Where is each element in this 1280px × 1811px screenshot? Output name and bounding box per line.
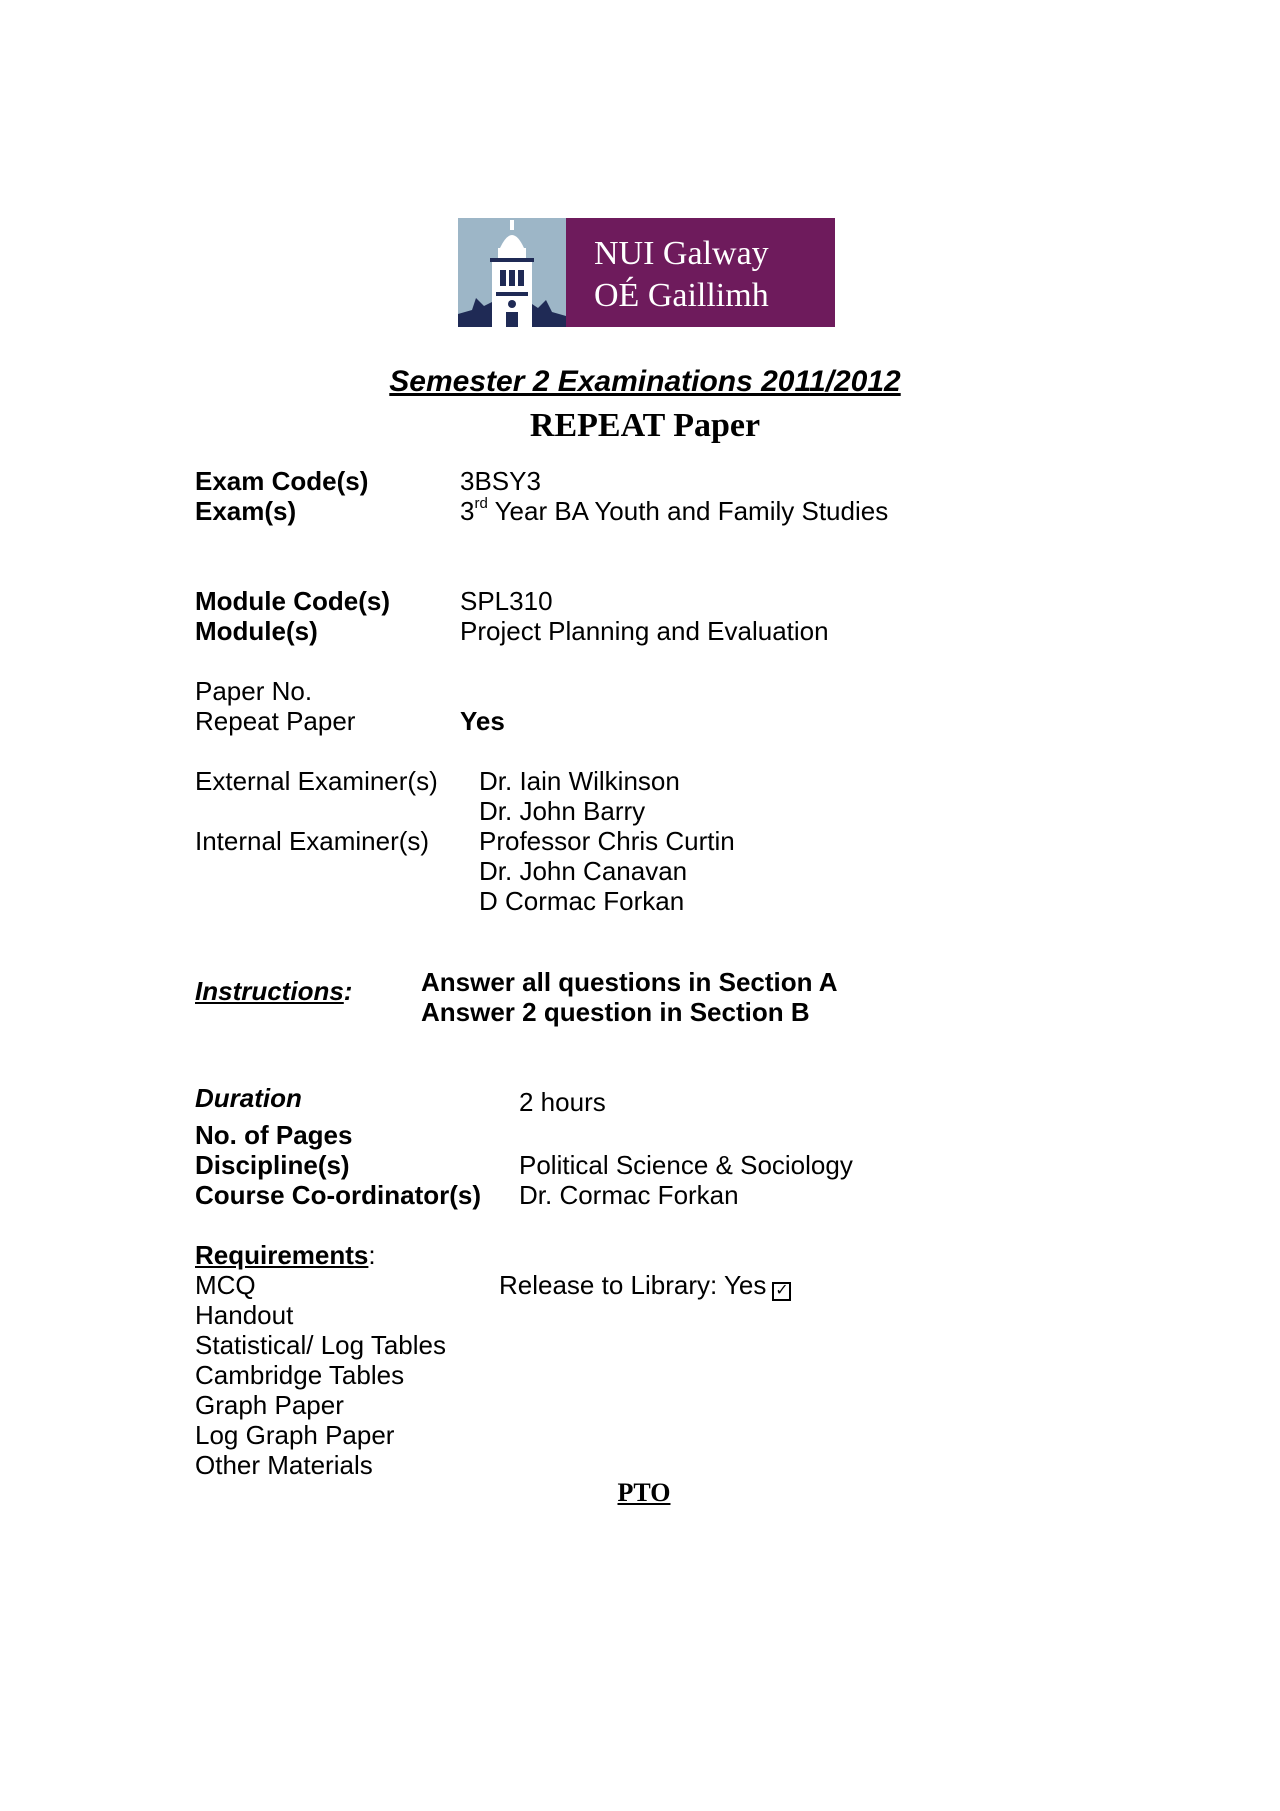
requirement-item: Cambridge Tables: [195, 1360, 405, 1390]
paper-type-title: REPEAT Paper: [529, 407, 761, 444]
coordinator-value: Dr. Cormac Forkan: [519, 1180, 739, 1210]
module-code-label: Module Code(s): [195, 586, 390, 616]
logo-name-irish: OÉ Gaillimh: [594, 277, 769, 314]
pages-label: No. of Pages: [195, 1120, 353, 1150]
examiner-name: Dr. John Barry: [479, 796, 646, 826]
checked-box-icon: ✓: [772, 1282, 791, 1301]
release-to-library: [499, 1270, 791, 1301]
requirement-item: Graph Paper: [195, 1390, 344, 1420]
requirement-item: Statistical/ Log Tables: [195, 1330, 446, 1360]
internal-examiner-label: Internal Examiner(s): [195, 826, 430, 856]
repeat-paper-label: Repeat Paper: [195, 706, 356, 736]
exam-year-number: 3: [460, 496, 475, 526]
release-to-library-text: Release to Library: Yes: [499, 1270, 767, 1300]
coordinator-label: Course Co-ordinator(s): [195, 1180, 481, 1210]
tower-icon: [458, 218, 566, 327]
discipline-value: Political Science & Sociology: [519, 1150, 853, 1180]
duration-label: Duration: [195, 1083, 302, 1113]
requirement-item: MCQ: [195, 1270, 256, 1300]
module-value: Project Planning and Evaluation: [460, 616, 829, 646]
pto-label: PTO: [617, 1478, 671, 1507]
examiner-name: D Cormac Forkan: [479, 886, 685, 916]
duration-value: 2 hours: [519, 1087, 606, 1117]
requirement-item: Log Graph Paper: [195, 1420, 395, 1450]
module-code-value: SPL310: [460, 586, 553, 616]
instructions-label-text: Instructions: [195, 976, 344, 1006]
requirements-colon: :: [368, 1240, 376, 1270]
requirements-label: [195, 1240, 376, 1270]
discipline-label: Discipline(s): [195, 1150, 350, 1180]
instruction-line: Answer 2 question in Section B: [421, 997, 810, 1027]
examiner-name: Dr. John Canavan: [479, 856, 688, 886]
exam-programme: Year BA Youth and Family Studies: [487, 496, 889, 526]
exam-value: [460, 496, 888, 526]
exam-year-suffix: rd: [474, 495, 488, 512]
module-label: Module(s): [195, 616, 318, 646]
instructions-label: [195, 976, 352, 1006]
instructions-colon: :: [343, 976, 353, 1006]
nui-galway-logo: [458, 218, 835, 327]
exam-code-label: Exam Code(s): [195, 466, 369, 496]
logo-name-band: [566, 218, 835, 327]
exam-code-value: 3BSY3: [460, 466, 541, 496]
requirements-label-text: Requirements: [195, 1240, 369, 1270]
requirement-item: Other Materials: [195, 1450, 373, 1480]
external-examiner-label: External Examiner(s): [195, 766, 438, 796]
repeat-paper-value: Yes: [460, 706, 505, 736]
paper-no-label: Paper No.: [195, 676, 313, 706]
examiner-name: Professor Chris Curtin: [479, 826, 735, 856]
semester-title: Semester 2 Examinations 2011/2012: [389, 365, 901, 398]
logo-name-english: NUI Galway: [594, 235, 769, 272]
examiner-name: Dr. Iain Wilkinson: [479, 766, 680, 796]
exam-label: Exam(s): [195, 496, 297, 526]
instruction-line: Answer all questions in Section A: [421, 967, 838, 997]
requirement-item: Handout: [195, 1300, 294, 1330]
